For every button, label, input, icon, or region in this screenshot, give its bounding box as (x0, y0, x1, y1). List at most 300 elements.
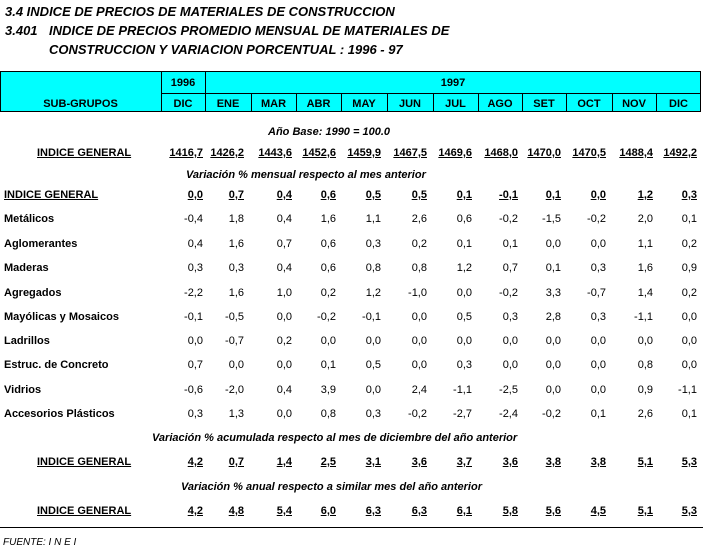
acumulada-value (337, 456, 381, 468)
mensual-indice-general-value (383, 189, 427, 201)
subgroup-value-text: 0,7 (276, 238, 292, 250)
indice-general-value (292, 147, 336, 159)
anual-value (292, 505, 336, 517)
indice-general-value-text: 1452,6 (302, 147, 336, 159)
anual-value (248, 505, 292, 517)
subgroup-value-text: 0,0 (276, 359, 292, 371)
subgroup-value-text: 2,0 (637, 213, 653, 225)
subgroup-value-text: 0,0 (590, 384, 606, 396)
acumulada-value (517, 456, 561, 468)
subgroup-value-text: 2,4 (411, 384, 427, 396)
header-month-dic: DIC (669, 98, 688, 110)
subgroup-value-text: 0,0 (637, 335, 653, 347)
indice-general-value-text: 1470,0 (527, 147, 561, 159)
subgroup-value-text: 0,4 (276, 384, 292, 396)
subgroup-value (653, 359, 697, 371)
acumulada-value-text: 1,4 (276, 456, 292, 468)
subgroup-value-text: 0,0 (502, 335, 518, 347)
subgroup-value-text: 2,6 (637, 408, 653, 420)
subgroup-value-text: 0,0 (320, 335, 336, 347)
anual-value-text: 6,3 (411, 505, 427, 517)
subgroup-value (562, 384, 606, 396)
subgroup-value-text: 3,9 (320, 384, 336, 396)
subgroup-value-text: -0,1 (184, 311, 203, 323)
subgroup-value (292, 213, 336, 225)
subgroup-value (609, 408, 653, 420)
subgroup-value (337, 359, 381, 371)
subgroup-value (383, 262, 427, 274)
acumulada-value-text: 2,5 (320, 456, 336, 468)
subgroup-value (517, 262, 561, 274)
subgroup-value (200, 238, 244, 250)
indice-general-value-text: 1416,7 (169, 147, 203, 159)
anual-value-text: 6,1 (456, 505, 472, 517)
anual-value-text: 5,6 (545, 505, 561, 517)
subgroup-label: Aglomerantes (4, 238, 78, 250)
subgroup-value-text: 0,0 (590, 359, 606, 371)
subgroup-value (609, 213, 653, 225)
subgroup-value (609, 359, 653, 371)
subgroup-value (609, 262, 653, 274)
subgroup-value (159, 384, 203, 396)
mensual-indice-general-label: INDICE GENERAL (4, 189, 99, 201)
subgroup-value (292, 238, 336, 250)
subgroup-value-text: -0,2 (499, 287, 518, 299)
subgroup-value-text: 0,1 (320, 359, 336, 371)
subgroup-value-text: 2,6 (411, 213, 427, 225)
subgroup-value (517, 408, 561, 420)
mensual-indice-general-value (653, 189, 697, 201)
indice-general-value-text: 1468,0 (484, 147, 518, 159)
subgroup-value (292, 262, 336, 274)
acumulada-value (562, 456, 606, 468)
acumulada-value-text: 5,3 (681, 456, 697, 468)
acumulada-value-text: 3,1 (365, 456, 381, 468)
subgroup-value (653, 238, 697, 250)
subgroup-value (562, 213, 606, 225)
subgroup-value (517, 213, 561, 225)
subgroup-value-text: -2,7 (453, 408, 472, 420)
subgroup-value-text: 0,0 (411, 311, 427, 323)
section-mensual-title: Variación % mensual respecto al mes anterior (186, 169, 426, 181)
subgroup-value (248, 287, 292, 299)
subgroup-value (292, 287, 336, 299)
subgroup-value-text: 0,5 (456, 311, 472, 323)
subgroup-value (292, 408, 336, 420)
subgroup-value-text: 0,1 (681, 408, 697, 420)
subgroup-value-text: 0,0 (411, 335, 427, 347)
subgroup-label: Maderas (4, 262, 49, 274)
subgroup-value (248, 384, 292, 396)
section-acumulada-title: Variación % acumulada respecto al mes de diciembre del año anterior (152, 432, 518, 444)
subgroup-value (337, 238, 381, 250)
subgroup-value-text: -2,5 (499, 384, 518, 396)
subgroup-value-text: 0,1 (456, 238, 472, 250)
subgroup-value-text: 0,0 (276, 311, 292, 323)
subgroup-value (517, 311, 561, 323)
subgroup-label: Metálicos (4, 213, 55, 225)
subgroup-value (428, 335, 472, 347)
subgroup-value-text: 0,5 (365, 359, 381, 371)
subgroup-value (517, 359, 561, 371)
subgroup-value (609, 335, 653, 347)
subgroup-value-text: 1,1 (365, 213, 381, 225)
mensual-indice-general-value-text: 0,1 (456, 189, 472, 201)
subgroup-value-text: 0,0 (365, 335, 381, 347)
subgroup-value-text: 0,0 (590, 238, 606, 250)
anual-value-text: 5,8 (502, 505, 518, 517)
subgroup-value-text: -1,1 (634, 311, 653, 323)
subgroup-value (159, 311, 203, 323)
source-note: FUENTE: I N E I (3, 537, 77, 548)
subgroup-value (517, 335, 561, 347)
subgroup-value-text: 0,0 (411, 359, 427, 371)
subgroup-value-text: 0,8 (365, 262, 381, 274)
subgroup-value-text: 0,0 (228, 359, 244, 371)
subgroup-value (517, 238, 561, 250)
anual-value (200, 505, 244, 517)
subgroup-value-text: 0,3 (187, 262, 203, 274)
header-year-divider (161, 93, 701, 94)
indice-general-value (562, 147, 606, 159)
anual-value (653, 505, 697, 517)
acumulada-value (474, 456, 518, 468)
subgroup-value (562, 335, 606, 347)
header-month-may: MAY (352, 98, 376, 110)
indice-general-value-text: 1488,4 (619, 147, 653, 159)
subgroup-value-text: -1,0 (408, 287, 427, 299)
subgroup-value (562, 311, 606, 323)
subgroup-value-text: 0,0 (456, 287, 472, 299)
subgroup-value-text: 0,0 (590, 335, 606, 347)
subgroup-value-text: 0,0 (681, 335, 697, 347)
subgroup-value-text: 0,7 (502, 262, 518, 274)
subgroup-value (200, 287, 244, 299)
mensual-indice-general-value (517, 189, 561, 201)
indice-general-value (428, 147, 472, 159)
header-year-1996: 1996 (170, 77, 196, 89)
subgroup-value (474, 262, 518, 274)
header-month-jul: JUL (445, 98, 466, 110)
indice-general-value-text: 1492,2 (663, 147, 697, 159)
subgroup-value (200, 213, 244, 225)
acumulada-value-text: 3,8 (545, 456, 561, 468)
subgroup-value (428, 213, 472, 225)
subgroup-value (517, 384, 561, 396)
subgroup-value-text: 0,1 (502, 238, 518, 250)
subgroup-value-text: 0,0 (187, 335, 203, 347)
subgroup-value-text: 0,9 (637, 384, 653, 396)
subgroup-value (609, 384, 653, 396)
mensual-indice-general-value (562, 189, 606, 201)
subgroup-value (428, 287, 472, 299)
subgroup-value-text: 0,3 (365, 238, 381, 250)
subgroup-value (474, 238, 518, 250)
subgroup-label: Estruc. de Concreto (4, 359, 109, 371)
header-month-ago: AGO (487, 98, 513, 110)
subgroup-value-text: 0,6 (456, 213, 472, 225)
subgroup-value (653, 335, 697, 347)
mensual-indice-general-value (248, 189, 292, 201)
header-month-dic: DIC (173, 98, 193, 110)
subgroup-value (609, 287, 653, 299)
subgroup-value (383, 311, 427, 323)
subgroup-value (562, 359, 606, 371)
anual-value-text: 4,5 (590, 505, 606, 517)
subgroup-value-text: 0,2 (320, 287, 336, 299)
subgroup-value-text: 0,4 (276, 262, 292, 274)
anual-value (562, 505, 606, 517)
anual-value-text: 5,4 (276, 505, 292, 517)
indice-general-value-text: 1469,6 (438, 147, 472, 159)
subgroup-value (337, 335, 381, 347)
subgroup-label: Vidrios (4, 384, 42, 396)
subgroup-value-text: -1,5 (542, 213, 561, 225)
subgroup-value-text: -1,1 (453, 384, 472, 396)
header-month-ene: ENE (216, 98, 240, 110)
subgroup-value-text: 1,6 (228, 287, 244, 299)
subgroup-value-text: 0,1 (545, 262, 561, 274)
subgroup-value-text: 0,8 (320, 408, 336, 420)
acumulada-value-text: 3,6 (411, 456, 427, 468)
subgroup-value-text: 0,4 (276, 213, 292, 225)
subgroup-value-text: 0,9 (681, 262, 697, 274)
title-table-number: 3.401 (5, 23, 38, 38)
subgroup-value-text: 0,7 (187, 359, 203, 371)
indice-general-value-text: 1467,5 (393, 147, 427, 159)
header-month-set: SET (533, 98, 555, 110)
subgroup-value (248, 311, 292, 323)
subgroup-value (159, 335, 203, 347)
subgroup-value (337, 384, 381, 396)
subgroup-value (292, 311, 336, 323)
indice-general-value (159, 147, 203, 159)
subgroup-value (428, 238, 472, 250)
subgroup-value (383, 238, 427, 250)
acumulada-value-text: 4,2 (187, 456, 203, 468)
subgroup-value-text: -0,2 (542, 408, 561, 420)
anual-value-text: 4,2 (187, 505, 203, 517)
acumulada-value-text: 3,6 (502, 456, 518, 468)
subgroup-value-text: 0,3 (590, 311, 606, 323)
subgroup-value (562, 408, 606, 420)
mensual-indice-general-value-text: 0,6 (320, 189, 336, 201)
subgroup-value-text: -0,6 (184, 384, 203, 396)
subgroup-value-text: 0,0 (545, 384, 561, 396)
subgroup-value (653, 287, 697, 299)
subgroup-value (337, 213, 381, 225)
subgroup-value (337, 287, 381, 299)
anual-value-text: 5,3 (681, 505, 697, 517)
subgroup-value-text: 0,0 (456, 335, 472, 347)
subgroup-value-text: -0,5 (225, 311, 244, 323)
subgroup-value (248, 262, 292, 274)
acumulada-value-text: 3,8 (590, 456, 606, 468)
subgroup-value-text: -0,2 (408, 408, 427, 420)
subgroup-value (474, 359, 518, 371)
indice-general-value-text: 1470,5 (572, 147, 606, 159)
anual-value-text: 5,1 (637, 505, 653, 517)
subgroup-value-text: -0,4 (184, 213, 203, 225)
subgroup-value (159, 359, 203, 371)
subgroup-value (653, 311, 697, 323)
header-month-jun: JUN (398, 98, 421, 110)
subgroup-value (383, 408, 427, 420)
subgroup-value (609, 311, 653, 323)
acumulada-value (653, 456, 697, 468)
subgroup-value (159, 238, 203, 250)
subgroup-value (517, 287, 561, 299)
subgroup-value (474, 311, 518, 323)
indice-general-value-text: 1443,6 (258, 147, 292, 159)
subgroup-value-text: -0,1 (362, 311, 381, 323)
subgroup-value-text: 0,3 (187, 408, 203, 420)
mensual-indice-general-value (609, 189, 653, 201)
subgroup-value (653, 262, 697, 274)
mensual-indice-general-value-text: 0,7 (228, 189, 244, 201)
subgroup-value (337, 408, 381, 420)
subgroup-value (428, 262, 472, 274)
subgroup-value (200, 359, 244, 371)
subgroup-value-text: 0,0 (365, 384, 381, 396)
subgroup-value-text: 0,1 (681, 213, 697, 225)
indice-general-value-text: 1426,2 (210, 147, 244, 159)
subgroup-value-text: 1,6 (320, 213, 336, 225)
subgroup-value-text: 0,2 (681, 238, 697, 250)
subgroup-value (562, 287, 606, 299)
anual-value-text: 6,3 (365, 505, 381, 517)
subgroup-value (200, 384, 244, 396)
subgroup-value (200, 408, 244, 420)
subgroup-value (159, 408, 203, 420)
anual-value-text: 6,0 (320, 505, 336, 517)
anual-value (609, 505, 653, 517)
subgroup-value (159, 287, 203, 299)
subgroup-value-text: 0,6 (320, 238, 336, 250)
subgroup-value (292, 359, 336, 371)
subgroup-value-text: 1,6 (228, 238, 244, 250)
indice-general-value (337, 147, 381, 159)
subgroup-value-text: 0,2 (411, 238, 427, 250)
subgroup-value-text: 1,8 (228, 213, 244, 225)
mensual-indice-general-value (474, 189, 518, 201)
subgroup-value (562, 238, 606, 250)
indice-general-label: INDICE GENERAL (37, 147, 132, 159)
subgroup-value-text: 2,8 (545, 311, 561, 323)
subgroup-value-text: 0,6 (320, 262, 336, 274)
acumulada-value-text: 0,7 (228, 456, 244, 468)
acumulada-indice-general-label: INDICE GENERAL (37, 456, 132, 468)
subgroup-value (474, 408, 518, 420)
subgroup-value-text: -2,4 (499, 408, 518, 420)
subgroup-value-text: -0,7 (225, 335, 244, 347)
subgroup-value (653, 213, 697, 225)
subgroup-value-text: 0,0 (545, 238, 561, 250)
subgroup-label: Accesorios Plásticos (4, 408, 115, 420)
subgroup-value (248, 238, 292, 250)
anual-value (517, 505, 561, 517)
mensual-indice-general-value (292, 189, 336, 201)
subgroup-value-text: 1,4 (637, 287, 653, 299)
subgroup-value (562, 262, 606, 274)
subgroup-value (200, 311, 244, 323)
subgroup-label: Ladrillos (4, 335, 50, 347)
subgroup-value-text: 0,2 (681, 287, 697, 299)
subgroup-value (428, 359, 472, 371)
acumulada-value (609, 456, 653, 468)
subgroup-value-text: 0,0 (545, 359, 561, 371)
anual-value-text: 4,8 (228, 505, 244, 517)
subgroup-value-text: 0,2 (276, 335, 292, 347)
indice-general-value (248, 147, 292, 159)
mensual-indice-general-value-text: 0,1 (545, 189, 561, 201)
indice-general-value (474, 147, 518, 159)
subgroup-value-text: 1,2 (365, 287, 381, 299)
subgroup-value (159, 213, 203, 225)
anual-value (474, 505, 518, 517)
subgroup-value-text: 0,8 (411, 262, 427, 274)
subgroup-value-text: 1,3 (228, 408, 244, 420)
acumulada-value-text: 3,7 (456, 456, 472, 468)
subgroup-value-text: 0,0 (681, 311, 697, 323)
subgroup-value-text: 0,0 (681, 359, 697, 371)
subgroup-value-text: 3,3 (545, 287, 561, 299)
subgroup-value-text: -0,7 (587, 287, 606, 299)
subgroup-value-text: -0,2 (587, 213, 606, 225)
subgroup-value (609, 238, 653, 250)
anual-indice-general-label: INDICE GENERAL (37, 505, 132, 517)
subgroup-value (383, 287, 427, 299)
subgroup-value (292, 335, 336, 347)
indice-general-value (653, 147, 697, 159)
subgroup-value (200, 335, 244, 347)
subgroup-value-text: 0,1 (590, 408, 606, 420)
subgroup-value-text: -0,2 (317, 311, 336, 323)
header-month-abr: ABR (306, 98, 331, 110)
subgroup-value (383, 335, 427, 347)
subgroup-value (474, 335, 518, 347)
bottom-rule (0, 527, 703, 528)
subgroup-value-text: 0,0 (545, 335, 561, 347)
subgroup-value (653, 408, 697, 420)
indice-general-value (609, 147, 653, 159)
acumulada-value-text: 5,1 (637, 456, 653, 468)
acumulada-value (200, 456, 244, 468)
mensual-indice-general-value-text: 0,0 (187, 189, 203, 201)
mensual-indice-general-value-text: -0,1 (499, 189, 518, 201)
subgroup-value (159, 262, 203, 274)
mensual-indice-general-value-text: 0,3 (681, 189, 697, 201)
subgroup-value-text: 0,8 (637, 359, 653, 371)
mensual-indice-general-value-text: 0,0 (590, 189, 606, 201)
base-note: Año Base: 1990 = 100.0 (268, 126, 390, 138)
subgroup-value (248, 359, 292, 371)
subgroup-value (428, 408, 472, 420)
subgroup-value-text: 0,4 (187, 238, 203, 250)
subgroup-value-text: 1,1 (637, 238, 653, 250)
subgroup-value-text: 0,0 (276, 408, 292, 420)
title-table-line2: CONSTRUCCION Y VARIACION PORCENTUAL : 1996 - 97 (49, 42, 403, 57)
mensual-indice-general-value (200, 189, 244, 201)
anual-value (383, 505, 427, 517)
subgroup-value (337, 311, 381, 323)
indice-general-value (383, 147, 427, 159)
title-table-line1: INDICE DE PRECIOS PROMEDIO MENSUAL DE MATERIALES DE (49, 23, 450, 38)
subgroup-value (474, 287, 518, 299)
subgroup-value (292, 384, 336, 396)
subgroup-value (248, 213, 292, 225)
mensual-indice-general-value-text: 0,4 (276, 189, 292, 201)
